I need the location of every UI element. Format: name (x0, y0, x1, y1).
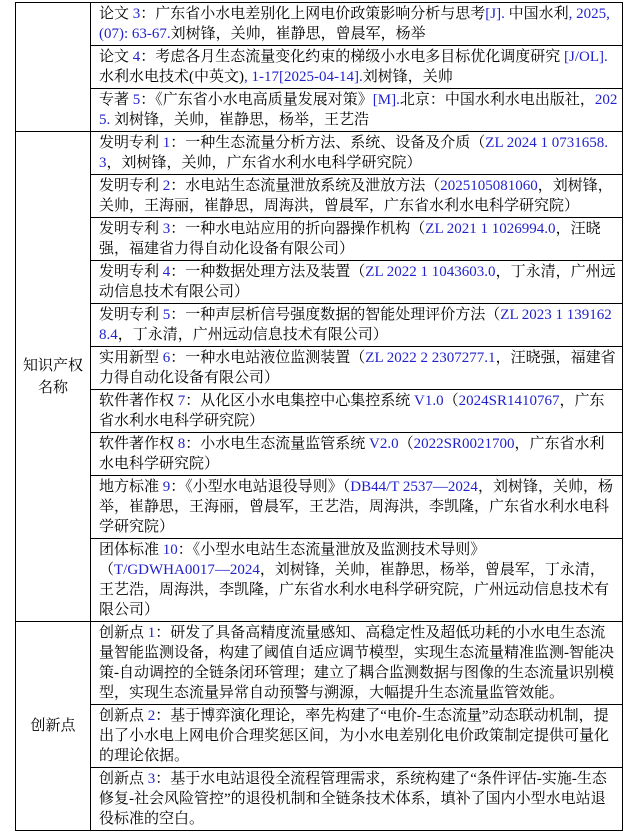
paper-3-content-cell (91, 3, 623, 46)
chinese-text-segment: （ (99, 562, 115, 578)
chinese-text-segment: 创新点 (99, 708, 148, 724)
innovation-point-1-content-cell (91, 622, 623, 705)
table-row-paper-3 (16, 3, 623, 46)
chinese-text-segment: ，刘树锋，关帅，王海丽，崔静思，周海洪，曾晨军，广东省水利水电科学研究院） (99, 178, 613, 214)
chinese-text-segment: ，刘树锋，关帅，杨举，崔静思，王海丽，曾晨军，王艺浩，周海洪，李凯隆，广东省水利水电科学研究院） (99, 479, 613, 535)
software-copyright-8-content-cell (91, 433, 623, 476)
table-row-software-copyright-7 (16, 390, 623, 433)
local-standard-9-content-cell (91, 476, 623, 539)
latin-text-segment: V2.0 (369, 436, 399, 452)
chinese-text-segment: ：从化区小水电集控中心集控系统 (185, 393, 415, 409)
chinese-text-segment: ，丁永清，广州远动信息技术有限公司） (117, 327, 388, 343)
chinese-text-segment: 发明专利 (99, 307, 163, 323)
chinese-text-segment: ，广东省水利水电科学研究院） (99, 436, 605, 472)
chinese-text-segment: 专著 (99, 92, 133, 108)
chinese-text-segment: 刘树锋，关帅 (362, 69, 453, 85)
latin-text-segment: ZL 2022 2 2307277.1 (365, 350, 496, 366)
chinese-text-segment: 发明专利 (99, 178, 163, 194)
chinese-text-segment: 团体标准 (99, 542, 163, 558)
table-row-local-standard-9 (16, 476, 623, 539)
chinese-text-segment: ：一种声层析信号强度数据的智能处理评价方法（ (170, 307, 501, 323)
chinese-text-segment: ：一种生态流量分析方法、系统、设备及介质（ (170, 135, 486, 151)
table-row-innovation-point-2 (16, 705, 623, 768)
latin-text-segment: 3 (162, 221, 171, 237)
chinese-text-segment: ，广东省水利水电科学研究院） (99, 393, 605, 429)
chinese-text-segment: 论文 (99, 6, 133, 22)
chinese-text-segment: 创新点 (99, 625, 148, 641)
chinese-text-segment: ，汪晓强，福建省力得自动化设备有限公司） (99, 350, 616, 386)
chinese-text-segment: ：小水电生态流量监管系统 (185, 436, 370, 452)
chinese-text-segment: ，刘树锋，关帅，广东省水利水电科学研究院） (106, 155, 422, 171)
paper-4-content-cell (91, 46, 623, 89)
monograph-5-content-cell (91, 89, 623, 132)
chinese-text-segment: 中国水利 (508, 6, 569, 22)
chinese-text-segment: 软件著作权 (99, 393, 178, 409)
latin-text-segment: ZL 2022 1 1043603.0 (365, 264, 496, 280)
innovation-point-3-content-cell (91, 768, 623, 831)
table-row-invention-patent-3 (16, 218, 623, 261)
latin-text-segment: 10 (162, 542, 178, 558)
latin-text-segment: 6 (162, 350, 171, 366)
latin-text-segment: DB44/T 2537—2024 (350, 479, 478, 495)
invention-patent-3-content-cell (91, 218, 623, 261)
latin-text-segment: 2024SR1410767 (458, 393, 560, 409)
group-standard-10-content-cell (91, 539, 623, 622)
chinese-text-segment: ：一种水电站应用的折向器操作机构（ (170, 221, 426, 237)
invention-patent-2-content-cell (91, 175, 623, 218)
latin-text-segment: [M]. (372, 92, 400, 108)
chinese-text-segment: ，刘树锋，关帅，崔静思，杨举，曾晨军，丁永清，王艺浩，周海洪，李凯隆，广东省水利水电科学研究院，广州远动信息技术有限公司） (99, 562, 610, 618)
utility-model-6-content-cell (91, 347, 623, 390)
latin-text-segment: [J/OL]. (564, 49, 608, 65)
chinese-text-segment: 刘树锋，关帅，崔静思，曾晨军，杨举 (170, 26, 426, 42)
achievements-table (15, 2, 623, 831)
chinese-text-segment: ：《小型水电站生态流量泄放及监测技术导则》 (177, 542, 486, 558)
latin-text-segment: 2 (147, 708, 156, 724)
latin-text-segment: 9 (162, 479, 171, 495)
latin-text-segment: ZL 2023 1 1391628.4 (99, 307, 612, 343)
chinese-text-segment: 发明专利 (99, 264, 163, 280)
latin-text-segment: 8 (177, 436, 186, 452)
chinese-text-segment: 论文 (99, 49, 133, 65)
chinese-text-segment: 地方标准 (99, 479, 163, 495)
papers-monographs-label-cell (16, 3, 91, 132)
invention-patent-1-content-cell (91, 132, 623, 175)
latin-text-segment: 5 (132, 92, 141, 108)
chinese-text-segment: ，丁永清，广州远动信息技术有限公司） (99, 264, 616, 300)
table-body (16, 3, 623, 831)
chinese-text-segment: ：基于水电站退役全流程管理需求，系统构建了“条件评估-实施-生态修复-社会风险管控”的退役机制和全链条技术体系，填补了国内小型水电站退役标准的空白。 (99, 771, 607, 827)
chinese-text-segment: （ (443, 393, 459, 409)
chinese-text-segment: 实用新型 (99, 350, 163, 366)
latin-text-segment: [J]. (485, 6, 509, 22)
chinese-text-segment: ：一种水电站液位监测装置（ (170, 350, 366, 366)
latin-text-segment: , 2025, (07): 63-67. (99, 6, 610, 42)
intellectual-property-label-cell: 知识产权名称 (16, 132, 91, 622)
latin-text-segment: 2 (162, 178, 171, 194)
innovation-points-label-cell: 创新点 (16, 622, 91, 831)
latin-text-segment: 4 (162, 264, 171, 280)
table-row-paper-4 (16, 46, 623, 89)
table-row-software-copyright-8 (16, 433, 623, 476)
chinese-text-segment: ：水电站生态流量泄放系统及泄放方法（ (170, 178, 441, 194)
chinese-text-segment: 水利水电技术(中英文) (99, 69, 244, 85)
chinese-text-segment: ：《广东省小水电高质量发展对策》 (140, 92, 373, 108)
latin-text-segment: 7 (177, 393, 186, 409)
chinese-text-segment: 刘树锋，关帅，崔静思，杨举，王艺浩 (110, 112, 370, 128)
chinese-text-segment: ：考虑各月生态流量变化约束的梯级小水电多目标优化调度研究 (140, 49, 565, 65)
chinese-text-segment: 发明专利 (99, 135, 163, 151)
latin-text-segment: 3 (132, 6, 141, 22)
latin-text-segment: T/GDWHA0017—2024 (114, 562, 260, 578)
table-row-invention-patent-2 (16, 175, 623, 218)
latin-text-segment: 2025105081060 (440, 178, 538, 194)
chinese-text-segment: 北京：中国水利水电出版社， (399, 92, 595, 108)
table-row-utility-model-6 (16, 347, 623, 390)
latin-text-segment: 4 (132, 49, 141, 65)
latin-text-segment: 2025. (99, 92, 618, 128)
latin-text-segment: ZL 2021 1 1026994.0 (425, 221, 556, 237)
invention-patent-4-content-cell (91, 261, 623, 304)
chinese-text-segment: ：广东省小水电差别化上网电价政策影响分析与思考 (140, 6, 486, 22)
chinese-text-segment: ，汪晓强，福建省力得自动化设备有限公司） (99, 221, 601, 257)
chinese-text-segment: ：基于博弈演化理论，率先构建了“电价-生态流量”动态联动机制，提出了小水电上网电价合理奖惩区间，为小水电差别化电价政策制定提供可量化的理论依据。 (99, 708, 610, 764)
chinese-text-segment: （ (398, 436, 414, 452)
latin-text-segment: ZL 2024 1 0731658.3 (99, 135, 609, 171)
table-row-invention-patent-1 (16, 132, 623, 175)
latin-text-segment: 1 (162, 135, 171, 151)
latin-text-segment: V1.0 (414, 393, 444, 409)
chinese-text-segment: ：研发了具备高精度流量感知、高稳定性及超低功耗的小水电生态流量智能监测设备，构建了阈值自适应调节模型，实现生态流量精准监测-智能决策-自动调控的全链条闭环管理；建立了耦合监测数据与图像的生态流量识别模型，实现生态流量异常自动预警与溯源，大幅提升生态流量监管效能。 (99, 625, 614, 701)
table-row-invention-patent-4 (16, 261, 623, 304)
table-row-invention-patent-5 (16, 304, 623, 347)
table-row-group-standard-10 (16, 539, 623, 622)
table-row-monograph-5 (16, 89, 623, 132)
latin-text-segment: 5 (162, 307, 171, 323)
table-row-innovation-point-3 (16, 768, 623, 831)
table-row-innovation-point-1 (16, 622, 623, 705)
chinese-text-segment: 创新点 (99, 771, 148, 787)
latin-text-segment: , 1-17[2025-04-14]. (244, 69, 363, 85)
invention-patent-5-content-cell (91, 304, 623, 347)
software-copyright-7-content-cell (91, 390, 623, 433)
latin-text-segment: 2022SR0021700 (413, 436, 515, 452)
chinese-text-segment: 发明专利 (99, 221, 163, 237)
chinese-text-segment: 软件著作权 (99, 436, 178, 452)
innovation-point-2-content-cell (91, 705, 623, 768)
chinese-text-segment: ：《小型水电站退役导则》（ (170, 479, 351, 495)
latin-text-segment: 3 (147, 771, 156, 787)
latin-text-segment: 1 (147, 625, 156, 641)
chinese-text-segment: ：一种数据处理方法及装置（ (170, 264, 366, 280)
